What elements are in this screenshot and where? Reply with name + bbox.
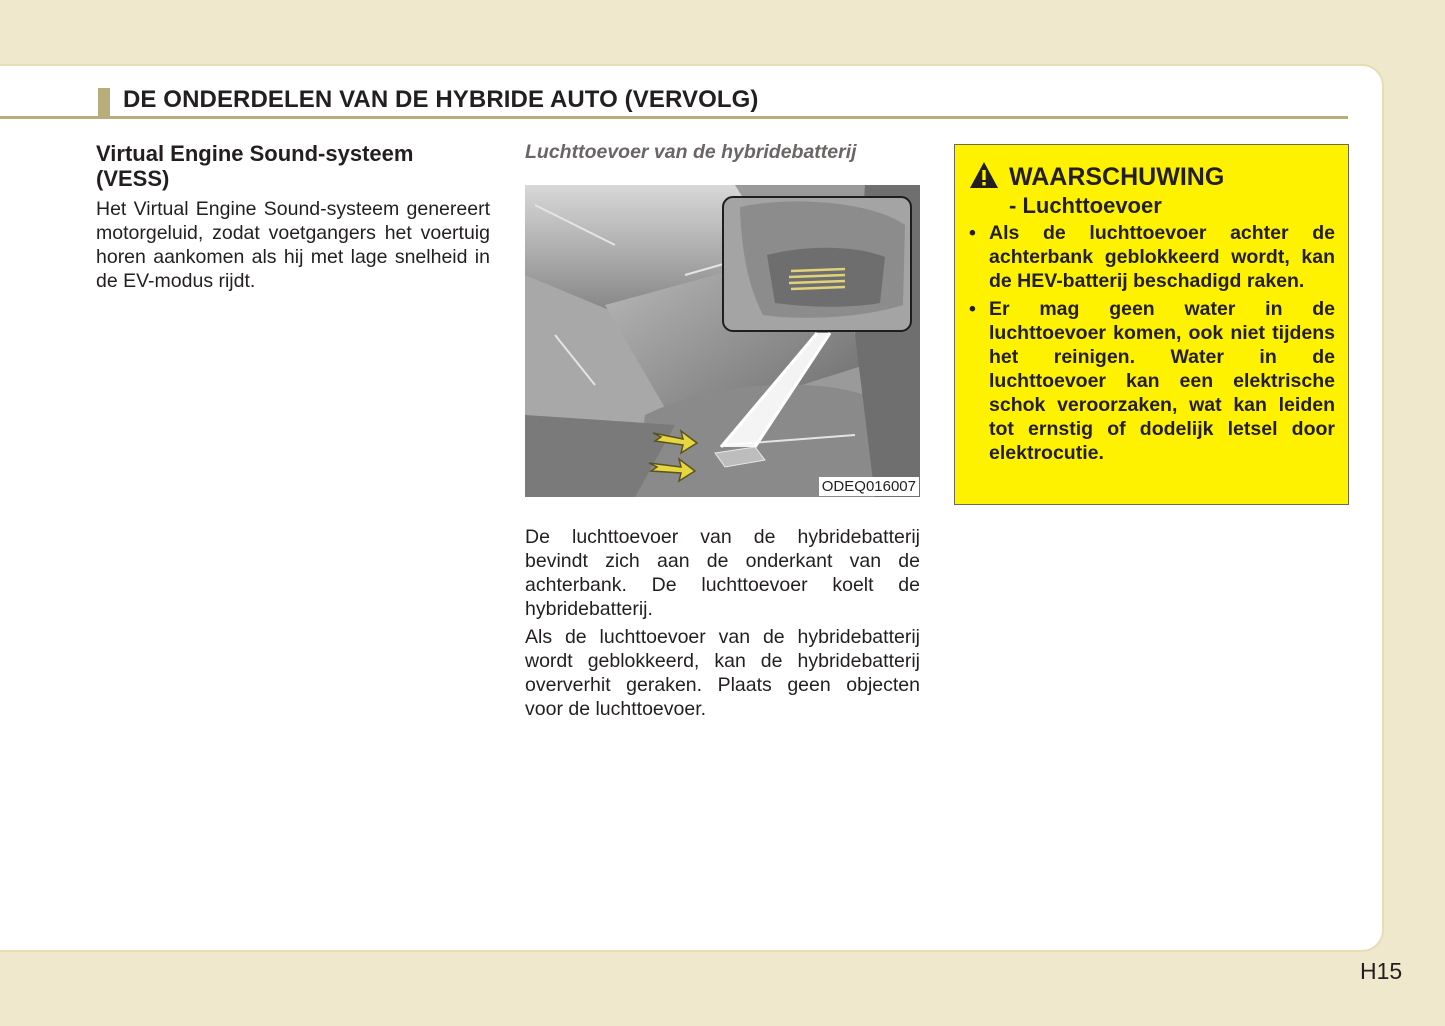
warning-box	[954, 144, 1349, 505]
air-intake-paragraph-1: De luchttoevoer van de hybridebatterij bevindt zich aan de onderkant van de achterbank. De luchttoevoer koelt de hybridebatterij.	[525, 526, 920, 620]
rear-seat-illustration	[525, 185, 920, 497]
figure-code: ODEQ016007	[819, 477, 919, 496]
air-intake-subheading: Luchttoevoer van de hybridebatterij	[525, 141, 857, 163]
bullet: •	[969, 222, 976, 244]
warning-list	[969, 221, 1335, 469]
warning-item-text: Als de luchttoevoer achter de achterbank geblokkeerd wordt, kan de HEV-batterij beschadigd raken.	[989, 222, 1335, 292]
air-intake-text	[525, 525, 920, 725]
bullet: •	[969, 298, 976, 320]
air-intake-section	[525, 141, 920, 164]
header-rule	[0, 116, 1348, 119]
air-intake-paragraph-2: Als de luchttoevoer van de hybridebatterij wordt geblokkeerd, kan de hybridebatterij oververhit geraken. Plaats geen objecten voor de luchttoevoer.	[525, 626, 920, 720]
warning-item	[969, 221, 1335, 293]
page-title: DE ONDERDELEN VAN DE HYBRIDE AUTO (VERVOLG)	[123, 86, 759, 113]
warning-item	[969, 297, 1335, 465]
warning-item-text: Er mag geen water in de luchttoevoer komen, ook niet tijdens het reinigen. Water in de luchttoevoer kan een elektrische schok veroorzaken, wat kan leiden tot ernstig of dodelijk letsel door elektrocutie.	[989, 298, 1335, 464]
warning-triangle-icon	[969, 161, 999, 189]
page-number: H15	[1360, 958, 1403, 984]
vess-body: Het Virtual Engine Sound-systeem genereert motorgeluid, zodat voetgangers het voertuig horen aankomen als hij met lage snelheid in de EV-modus rijdt.	[96, 198, 490, 292]
header-accent-bar	[98, 88, 110, 116]
rear-seat-drawing	[525, 185, 920, 497]
warning-subtitle: - Luchttoevoer	[1009, 193, 1162, 218]
vess-heading: Virtual Engine Sound-systeem (VESS)	[96, 141, 414, 191]
warning-title: WAARSCHUWING	[1009, 163, 1225, 191]
vess-section	[96, 141, 490, 293]
